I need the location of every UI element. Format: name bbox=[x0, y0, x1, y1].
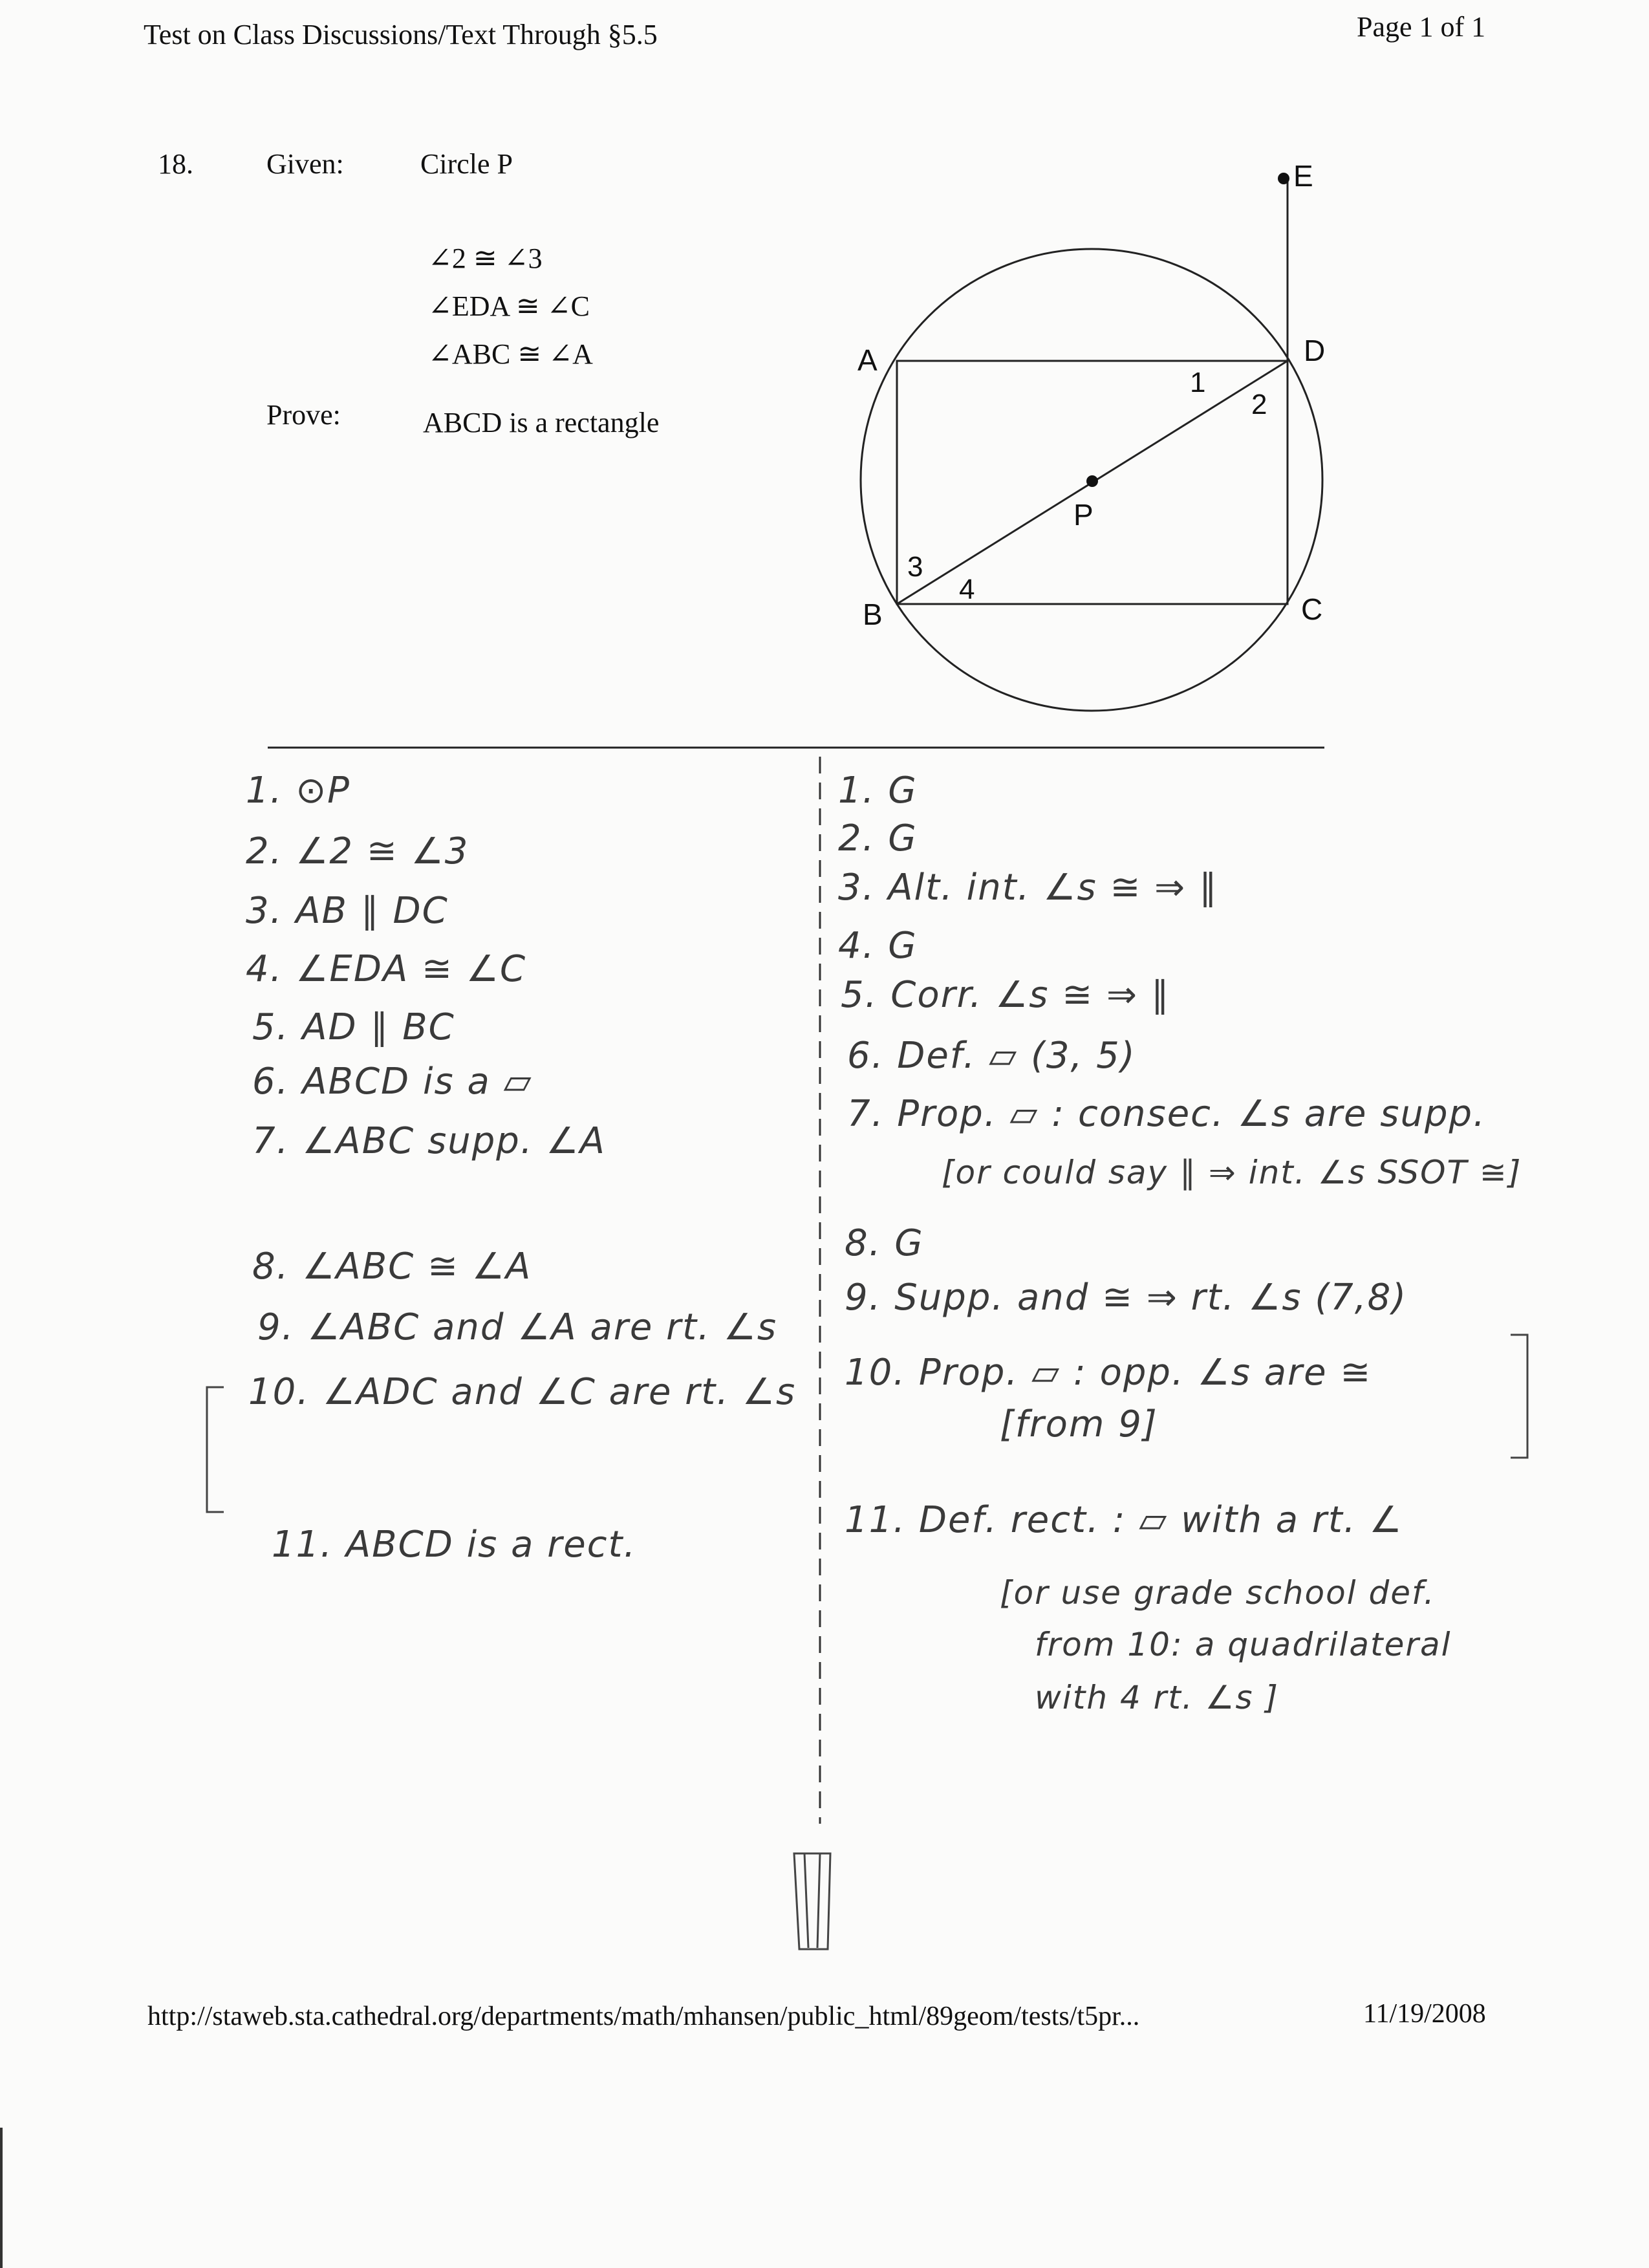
reason-1: 1. G bbox=[838, 770, 918, 812]
footer-date: 11/19/2008 bbox=[1363, 1999, 1486, 2029]
given-item: ∠ABC ≅ ∠A bbox=[428, 338, 593, 370]
page-number: Page 1 of 1 bbox=[1357, 11, 1486, 43]
statement-8: 8. ∠ABC ≅ ∠A bbox=[252, 1246, 532, 1288]
reason-6: 6. Def. ▱ (3, 5) bbox=[847, 1035, 1136, 1077]
reason-9: 9. Supp. and ≅ ⇒ rt. ∠s (7,8) bbox=[845, 1277, 1408, 1319]
bracket-left bbox=[207, 1387, 224, 1512]
end-of-proof-mark bbox=[794, 1853, 830, 1949]
label-e: E bbox=[1293, 159, 1313, 193]
reason-8: 8. G bbox=[845, 1222, 924, 1264]
given-item: ∠2 ≅ ∠3 bbox=[428, 243, 543, 274]
reason-4: 4. G bbox=[838, 925, 918, 967]
label-d: D bbox=[1304, 334, 1326, 367]
statement-5: 5. AD ∥ BC bbox=[252, 1006, 455, 1048]
bracket-right bbox=[1511, 1335, 1527, 1458]
statement-9: 9. ∠ABC and ∠A are rt. ∠s bbox=[257, 1306, 778, 1348]
prove-label: Prove: bbox=[266, 399, 341, 431]
point-e-dot bbox=[1278, 173, 1289, 184]
reason-10-note: [from 9] bbox=[1000, 1403, 1158, 1445]
statement-7: 7. ∠ABC supp. ∠A bbox=[252, 1120, 606, 1162]
document-title: Test on Class Discussions/Text Through §5.5 bbox=[144, 19, 658, 50]
reason-5: 5. Corr. ∠s ≅ ⇒ ∥ bbox=[841, 974, 1170, 1016]
scan-edge bbox=[0, 2128, 3, 2268]
label-a: A bbox=[857, 343, 878, 377]
given-item: Circle P bbox=[420, 148, 513, 180]
statement-4: 4. ∠EDA ≅ ∠C bbox=[246, 948, 527, 990]
prove-text: ABCD is a rectangle bbox=[423, 407, 660, 438]
statement-2: 2. ∠2 ≅ ∠3 bbox=[246, 830, 469, 872]
label-b: B bbox=[863, 598, 883, 631]
point-p-dot bbox=[1086, 475, 1098, 487]
angle-number-1: 1 bbox=[1190, 367, 1206, 398]
reason-7: 7. Prop. ▱ : consec. ∠s are supp. bbox=[847, 1093, 1486, 1135]
statement-1: 1. ⊙P bbox=[246, 770, 350, 812]
reason-11-note-line2: from 10: a quadrilateral bbox=[1035, 1626, 1452, 1663]
reason-11: 11. Def. rect. : ▱ with a rt. ∠ bbox=[845, 1499, 1403, 1541]
statement-3: 3. AB ∥ DC bbox=[246, 890, 449, 932]
angle-number-2: 2 bbox=[1251, 389, 1267, 420]
footer-url: http://staweb.sta.cathedral.org/departments/math/mhansen/public_html/89geom/tests/t5pr... bbox=[147, 2002, 1140, 2031]
given-label: Given: bbox=[266, 148, 344, 180]
statement-11: 11. ABCD is a rect. bbox=[272, 1524, 637, 1566]
reason-2: 2. G bbox=[838, 817, 918, 859]
reason-11-note-line3: with 4 rt. ∠s ] bbox=[1035, 1679, 1279, 1716]
given-item: ∠EDA ≅ ∠C bbox=[428, 290, 590, 322]
reason-3: 3. Alt. int. ∠s ≅ ⇒ ∥ bbox=[838, 867, 1218, 909]
reason-11-note-line1: [or use grade school def. bbox=[1000, 1574, 1436, 1612]
angle-number-4: 4 bbox=[959, 574, 975, 605]
problem-number: 18. bbox=[158, 148, 193, 180]
angle-number-3: 3 bbox=[907, 551, 923, 583]
statement-10: 10. ∠ADC and ∠C are rt. ∠s bbox=[248, 1371, 797, 1413]
statement-6: 6. ABCD is a ▱ bbox=[252, 1061, 533, 1103]
label-c: C bbox=[1301, 592, 1323, 626]
reason-7-note: [or could say ∥ ⇒ int. ∠s SSOT ≅] bbox=[942, 1154, 1522, 1191]
reason-10: 10. Prop. ▱ : opp. ∠s are ≅ bbox=[845, 1352, 1372, 1394]
label-p: P bbox=[1073, 498, 1094, 532]
